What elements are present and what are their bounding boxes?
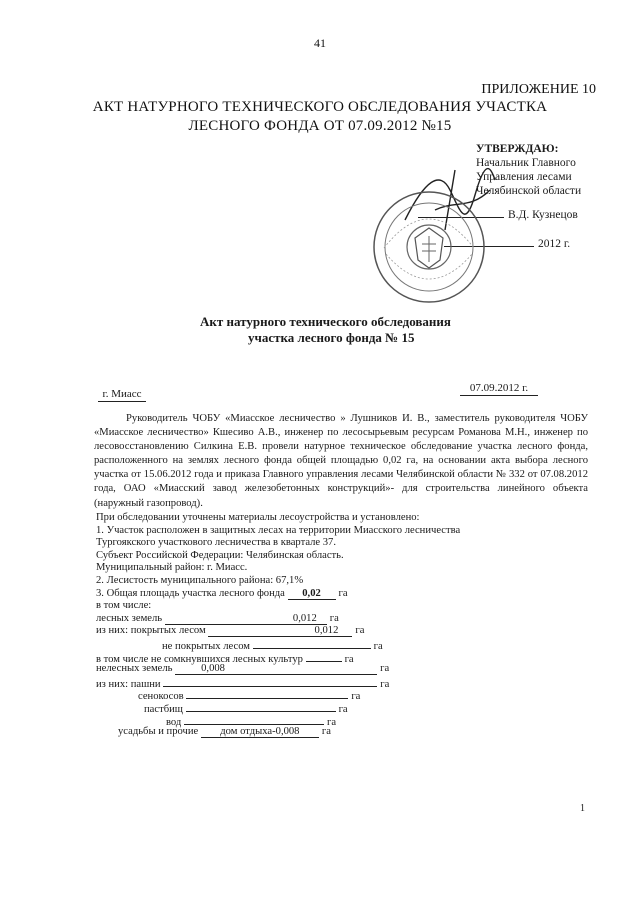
approval-signer: В.Д. Кузнецов (508, 209, 578, 221)
findings-item1-line1: 1. Участок расположен в защитных лесах на территории Миасского лесничества (96, 524, 461, 536)
row-nonforest (96, 663, 460, 676)
unclosed-label: в том числе не сомкнувшихся лесных культур (96, 653, 303, 665)
row-hayfields (96, 688, 460, 701)
official-seal-icon (370, 188, 488, 306)
findings-subject: Субъект Российской Федерации: Челябинская область. (96, 549, 344, 561)
estates-value: дом отдыха-0,008 (201, 727, 319, 738)
page-number: 41 (314, 36, 326, 50)
item3-value: 0,02 (288, 589, 336, 600)
arable-unit: га (380, 678, 390, 690)
row-not-covered (96, 638, 460, 651)
act-paragraph: Руководитель ЧОБУ «Миасское лесничество » Лушников И. В., заместитель руководителя ЧОБУ «Миасское лесничество» Кшесиво А.В., инженер по лесосырьевым ресурсам Романова М.Н., инженер по лесовосстановлению Силкина Е.В. провели натурное техническое обследование участка лесного фонда, расположенного на землях лесного фонда общей площадью 0,02 га, на основании акта выбора лесного участка от 15.06.2012 года и приказа Главного управления лесами Челябинской области № 332 от 07.08.2012 года, ОАО «Миасский завод железобетонных конструкций»- для строительства линейного объекта (наружный газопровод). (94, 413, 588, 509)
act-place-text: г. Миасс (98, 387, 146, 402)
forest-lands-label: лесных земель (96, 612, 163, 624)
document-title-line2: ЛЕСНОГО ФОНДА ОТ 07.09.2012 №15 (188, 118, 452, 134)
row-water (96, 714, 460, 727)
item3-unit: га (338, 587, 348, 599)
act-title-line1: Акт натурного технического обследования (200, 314, 451, 329)
hayfields-label: сенокосов (138, 691, 184, 703)
findings-item3 (96, 588, 460, 601)
pastures-label: пастбищ (144, 703, 183, 715)
findings-intro: При обследовании уточнены материалы лесоустройства и установлено: (96, 512, 420, 523)
covered-unit: га (355, 625, 365, 637)
row-estates (96, 726, 460, 739)
approval-position-line3: Челябинской области (476, 185, 582, 197)
unclosed-unit: га (344, 653, 354, 665)
covered-value: 0,012 (208, 626, 352, 637)
corner-mark: 1 (580, 803, 585, 814)
act-title-line2: участка лесного фонда № 15 (248, 330, 415, 345)
approval-label: УТВЕРЖДАЮ: (476, 143, 559, 155)
not-covered-unit: га (373, 640, 383, 652)
act-place (98, 387, 146, 402)
water-label: вод (166, 716, 182, 728)
estates-label: усадьбы и прочие (118, 726, 199, 738)
estates-unit: га (321, 726, 331, 738)
arable-label: из них: пашни (96, 678, 161, 690)
findings-item2: 2. Лесистость муниципального района: 67,1% (96, 574, 304, 586)
approval-position-line1: Начальник Главного (476, 157, 576, 169)
hayfields-unit: га (351, 691, 361, 703)
act-date-text: 07.09.2012 г. (460, 381, 538, 396)
approval-position-line2: Управления лесами (476, 171, 572, 183)
row-pastures (96, 701, 460, 714)
item3-label: 3. Общая площадь участка лесного фонда (96, 587, 285, 599)
findings-list (96, 512, 460, 739)
document-title-line1: АКТ НАТУРНОГО ТЕХНИЧЕСКОГО ОБСЛЕДОВАНИЯ УЧАСТКА (92, 99, 548, 115)
findings-including: в том числе: (96, 600, 152, 612)
not-covered-label: не покрытых лесом (162, 640, 250, 652)
row-forest-lands (96, 613, 460, 626)
covered-label: из них: покрытых лесом (96, 625, 206, 637)
nonforest-label: нелесных земель (96, 663, 173, 675)
findings-municipal: Муниципальный район: г. Миасс. (96, 562, 248, 574)
row-arable (96, 676, 460, 689)
appendix-label: ПРИЛОЖЕНИЕ 10 (481, 82, 596, 97)
approval-year: 2012 г. (538, 238, 571, 250)
findings-item1-line2: Тургоякского участкового лесничества в квартале 37. (96, 537, 337, 549)
row-covered (96, 625, 460, 638)
pastures-unit: га (338, 703, 348, 715)
act-date (460, 381, 538, 396)
forest-lands-unit: га (329, 612, 339, 624)
forest-lands-value: 0,012 (165, 614, 327, 625)
row-unclosed (96, 651, 460, 664)
water-unit: га (326, 716, 337, 728)
nonforest-value: 0,008 (175, 664, 377, 675)
nonforest-unit: га (380, 663, 390, 675)
